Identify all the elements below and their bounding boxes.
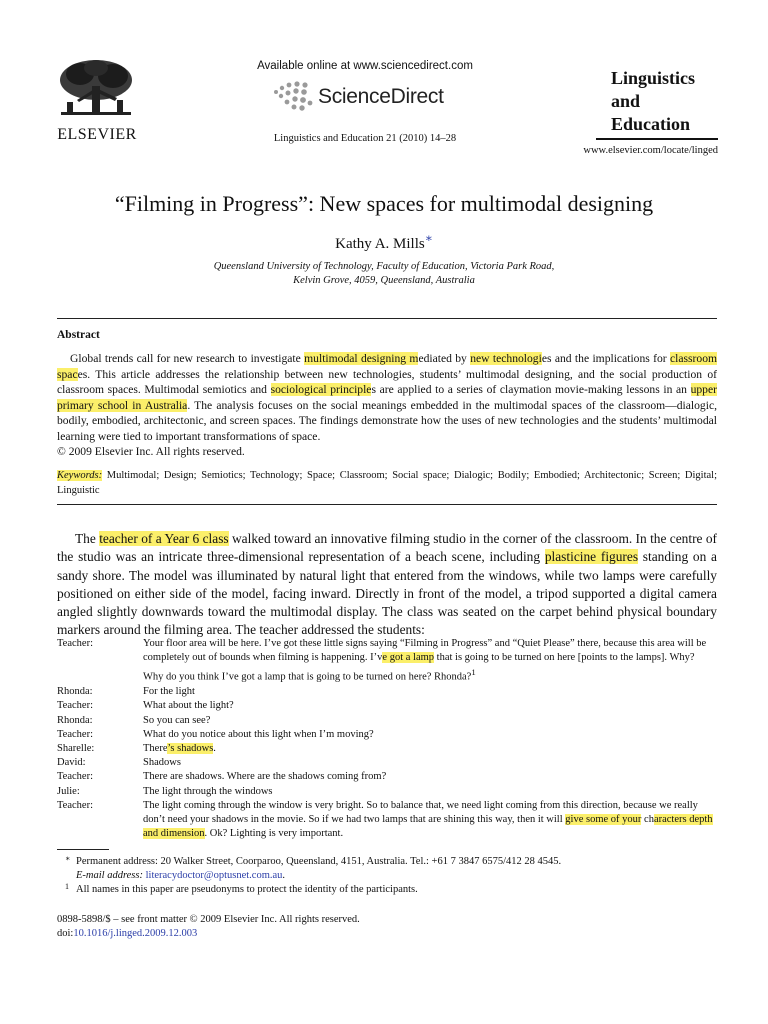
email-label: E-mail address: bbox=[76, 870, 143, 881]
affiliation-line: Kelvin Grove, 4059, Queensland, Australia bbox=[293, 274, 475, 286]
speaker: Teacher: bbox=[57, 728, 93, 740]
highlighted-text: new technologi bbox=[470, 352, 542, 365]
text-run: s are applied to a series of claymation movie-making lessons in an bbox=[371, 383, 691, 396]
abstract-copyright: © 2009 Elsevier Inc. All rights reserved. bbox=[57, 445, 245, 458]
speaker: Teacher: bbox=[57, 771, 93, 783]
divider bbox=[57, 318, 717, 319]
text-run: . The analysis focuses on the social meanings embedded in the multimodal spaces of the classroom—dialogic, bodily, embodied, architectonic, and screen spaces. The findings demonstrate how the uses of new technologies and the students’ multimodal learning were tied to important transformations of space. bbox=[57, 398, 717, 443]
footnote-email bbox=[57, 869, 717, 883]
affiliation-line: Queensland University of Technology, Faculty of Education, Victoria Park Road, bbox=[213, 261, 555, 272]
utterance bbox=[143, 728, 717, 742]
text-run: es and the implications for bbox=[541, 352, 670, 365]
speaker: Rhonda: bbox=[57, 686, 93, 698]
highlighted-text: sociological principle bbox=[270, 383, 372, 396]
text-run: . bbox=[213, 742, 216, 754]
text-run: The bbox=[75, 531, 100, 546]
text-run: The light through the windows bbox=[143, 785, 273, 797]
sciencedirect-wordmark: ScienceDirect bbox=[318, 85, 444, 108]
dialogue-line bbox=[57, 742, 717, 756]
text-run: Shadows bbox=[143, 757, 181, 769]
author bbox=[40, 231, 728, 253]
utterance bbox=[143, 637, 717, 685]
footnote-ref[interactable]: 1 bbox=[471, 667, 476, 678]
text-run: standing on a sandy shore. The model was illuminated by natural light that entered from the windows, while two lamps were carefully positioned on either side of the model, facing inward. Directly in front of the model, a tripod supported a digital camera angled slightly downwards toward the multimodal display. The class was seated on the carpet behind physical boundary markers around the filming area. The teacher addressed the students: bbox=[57, 549, 717, 638]
speaker: Teacher: bbox=[57, 638, 93, 649]
dialogue-line bbox=[57, 756, 717, 770]
text-run: ediated by bbox=[418, 352, 471, 365]
doi-link[interactable]: 10.1016/j.linged.2009.12.003 bbox=[73, 928, 198, 939]
keywords-text: Multimodal; Design; Semiotics; Technology; Space; Classroom; Social space; Dialogic; Bodily; Embodied; Architectonic; Screen; Digital; Linguistic bbox=[57, 470, 717, 496]
abstract-heading: Abstract bbox=[57, 329, 100, 341]
email-end: . bbox=[282, 870, 286, 881]
text-run: There bbox=[143, 742, 168, 754]
journal-reference: Linguistics and Education 21 (2010) 14–28 bbox=[273, 133, 457, 144]
speaker: Teacher: bbox=[57, 799, 93, 811]
text-run: that is going to be turned on here [points to the lamps]. Why? Why do you think I’ve got a lamp that is going to be turned on here? Rhonda? bbox=[143, 652, 695, 683]
publisher-name: ELSEVIER bbox=[57, 126, 137, 143]
utterance bbox=[143, 785, 717, 799]
footnote-1 bbox=[57, 855, 717, 869]
speaker: Rhonda: bbox=[57, 714, 93, 726]
text-run: There are shadows. Where are the shadows coming from? bbox=[143, 771, 387, 783]
highlighted-text: teacher of a Year 6 class bbox=[99, 531, 229, 546]
author-name: Kathy A. Mills bbox=[335, 236, 425, 252]
text-run: So you can see? bbox=[143, 714, 211, 726]
divider bbox=[57, 504, 717, 505]
highlighted-text: aracters depth and dimension bbox=[143, 813, 713, 840]
text-run: What do you notice about this light when I’m moving? bbox=[143, 728, 374, 740]
text-run: What about the light? bbox=[143, 700, 234, 712]
speaker: David: bbox=[57, 757, 86, 769]
utterance bbox=[143, 685, 717, 699]
article-title: “Filming in Progress”: New spaces for multimodal designing bbox=[114, 191, 654, 216]
footnote-mark: 1 bbox=[65, 882, 69, 891]
dialogue-line bbox=[57, 799, 717, 842]
email-link[interactable]: literacydoctor@optusnet.com.au bbox=[145, 870, 283, 881]
elsevier-tree-logo bbox=[55, 58, 137, 118]
highlighted-text: ’s shadows bbox=[167, 742, 214, 754]
utterance bbox=[143, 770, 717, 784]
highlighted-text: e got a lamp bbox=[382, 652, 435, 664]
dialogue-line bbox=[57, 714, 717, 728]
utterance bbox=[143, 742, 717, 756]
utterance bbox=[143, 756, 717, 770]
dialogue-line bbox=[57, 770, 717, 784]
text-run: The light coming through the window is very bright. So to balance that, we need light coming from this direction, because we really don’t need your shadows in the movie. So if we had two lamps that are shining this way, then it will bbox=[143, 799, 698, 825]
highlighted-text: classroom spac bbox=[57, 352, 718, 381]
front-matter bbox=[57, 913, 717, 941]
text-run: . Ok? Lighting is very important. bbox=[204, 828, 344, 840]
issn-line: 0898-5898/$ – see front matter © 2009 Elsevier Inc. All rights reserved. bbox=[57, 914, 360, 925]
highlighted-text: give some of your bbox=[565, 813, 642, 825]
dialogue-line bbox=[57, 685, 717, 699]
keywords-label: Keywords: bbox=[57, 470, 103, 481]
highlighted-text: multimodal designing m bbox=[304, 352, 419, 365]
footnote-mark: ∗ bbox=[65, 854, 71, 863]
dialogue-line bbox=[57, 699, 717, 713]
utterance bbox=[143, 699, 717, 713]
journal-title-line: Linguistics bbox=[611, 68, 696, 88]
speaker: Julie: bbox=[57, 785, 80, 797]
footnote-2 bbox=[57, 883, 717, 897]
footnote-divider bbox=[57, 849, 109, 850]
abstract-text bbox=[57, 351, 717, 444]
highlighted-text: upper primary school in Australia bbox=[57, 383, 717, 412]
text-run: For the light bbox=[143, 686, 195, 698]
text-run: ch bbox=[641, 813, 654, 825]
footnote-text: Permanent address: 20 Walker Street, Coorparoo, Queensland, 4151, Australia. Tel.: +61 7 3847 6575/412 28 4545. bbox=[76, 856, 562, 867]
body-paragraph bbox=[57, 530, 717, 640]
doi-label: doi: bbox=[57, 928, 74, 939]
journal-title-line: and bbox=[611, 91, 641, 111]
footnotes bbox=[57, 855, 717, 897]
abstract-body bbox=[57, 351, 717, 460]
text-run: Your floor area will be here. I’ve got these little signs saying “Filming in Progress” and “Quiet Please” there, because this area will be completely out of bounds when filming is happening. I’v bbox=[143, 638, 707, 664]
text-run: walked toward an innovative filming studio in the corner of the classroom. In the centre of the studio was an intricate three-dimensional representation of a beach scene, including bbox=[57, 531, 718, 565]
dialogue-line bbox=[57, 728, 717, 742]
utterance bbox=[143, 714, 717, 728]
journal-url[interactable]: www.elsevier.com/locate/linged bbox=[583, 145, 718, 156]
keywords bbox=[57, 468, 717, 498]
available-online: Available online at www.sciencedirect.com bbox=[257, 60, 473, 72]
dialogue-transcript bbox=[57, 637, 717, 841]
doi-line bbox=[57, 927, 717, 941]
journal-title-line: Education bbox=[611, 114, 691, 134]
utterance bbox=[143, 799, 717, 842]
speaker: Teacher: bbox=[57, 700, 93, 712]
speaker: Sharelle: bbox=[57, 742, 95, 754]
affiliation bbox=[150, 260, 618, 287]
text-run: Global trends call for new research to investigate bbox=[70, 352, 305, 365]
dialogue-line bbox=[57, 785, 717, 799]
footnote-text: All names in this paper are pseudonyms to protect the identity of the participants. bbox=[76, 884, 418, 895]
dialogue-line bbox=[57, 637, 717, 685]
highlighted-text: plasticine figures bbox=[544, 549, 639, 565]
journal-title-box bbox=[596, 62, 718, 140]
author-footnote-mark[interactable]: ∗ bbox=[424, 231, 433, 245]
text-run: es. This article addresses the relationship between new technologies, students’ multimodal designing, and the social production of classroom spaces. Multimodal semiotics and bbox=[57, 367, 717, 396]
